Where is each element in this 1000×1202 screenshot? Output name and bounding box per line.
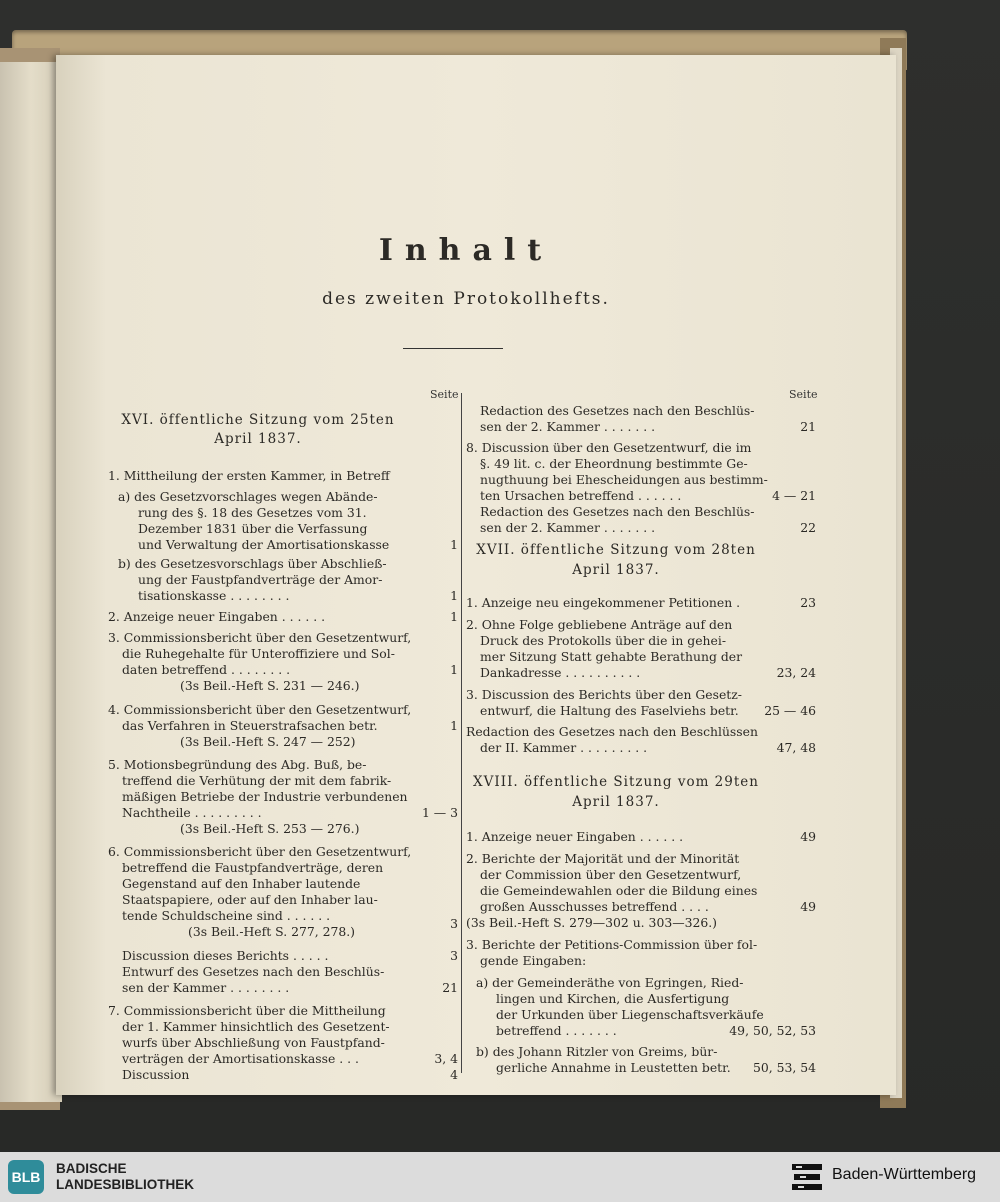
toc-item: Druck des Protokolls über die in gehei- [480,633,727,648]
toc-item: (3s Beil.-Heft S. 279—302 u. 303—326.) [466,915,718,930]
toc-item: Discussion [122,1067,190,1082]
page-number: 1 [450,609,458,624]
session-18-title: XVIII. öffentliche Sitzung vom 29ten [473,774,759,790]
toc-item: 3. Commissionsbericht über den Gesetzentwurf, [108,630,412,645]
page-number: 21 [442,980,458,995]
page-number: 3 [450,916,458,931]
toc-item: betreffend die Faustpfandverträge, deren [122,860,384,875]
toc-item: der Commission über den Gesetzentwurf, [480,867,742,882]
left-page [0,62,62,1102]
toc-item: 6. Commissionsbericht über den Gesetzentwurf, [108,844,412,859]
toc-item: tisationskasse . . . . . . . . [138,588,290,603]
baden-wuerttemberg-lions-icon [790,1160,824,1194]
document-page [56,55,896,1095]
page-number: 1 [450,537,458,552]
toc-item: Nachtheile . . . . . . . . . [122,805,262,820]
toc-item: der II. Kammer . . . . . . . . . [480,740,648,755]
toc-item: lingen und Kirchen, die Ausfertigung [496,991,730,1006]
toc-item: wurfs über Abschließung von Faustpfand- [122,1035,385,1050]
toc-item: §. 49 lit. c. der Eheordnung bestimmte Ge- [480,456,748,471]
toc-item: (3s Beil.-Heft S. 247 — 252) [180,734,356,749]
toc-item: die Gemeindewahlen oder die Bildung eines [480,883,758,898]
viewer-footer [0,1152,1000,1202]
toc-item: mer Sitzung Statt gehabte Berathung der [480,649,743,664]
toc-item: ten Ursachen betreffend . . . . . . [480,488,682,503]
page-number: 1 [450,588,458,603]
session-16-title: XVI. öffentliche Sitzung vom 25ten [121,412,395,428]
session-17-title: XVII. öffentliche Sitzung vom 28ten [476,542,756,558]
page-number: 50, 53, 54 [752,1060,816,1075]
seite-label-left: Seite [430,388,459,401]
toc-item: a) der Gemeinderäthe von Egringen, Ried- [476,975,744,990]
toc-item: Dankadresse . . . . . . . . . . [480,665,641,680]
session-18-date: April 1837. [572,794,660,810]
toc-item: die Ruhegehalte für Unteroffiziere und Sol- [122,646,395,661]
toc-item: (3s Beil.-Heft S. 253 — 276.) [180,821,360,836]
toc-item: (3s Beil.-Heft S. 277, 278.) [188,924,356,939]
blb-logo[interactable]: BLB [8,1160,44,1194]
toc-item: sen der Kammer . . . . . . . . [122,980,290,995]
toc-item: rung des §. 18 des Gesetzes vom 31. [138,505,367,520]
toc-item: Redaction des Gesetzes nach den Beschlüssen [466,724,758,739]
toc-item: sen der 2. Kammer . . . . . . . [480,520,656,535]
page-number: 21 [800,419,816,434]
toc-item: das Verfahren in Steuerstrafsachen betr. [122,718,378,733]
toc-item: der 1. Kammer hinsichtlich des Gesetzent- [122,1019,390,1034]
page-number: 23, 24 [776,665,816,680]
toc-item: mäßigen Betriebe der Industrie verbundenen [122,789,408,804]
toc-item: verträgen der Amortisationskasse . . . [122,1051,359,1066]
page-number: 23 [800,595,816,610]
toc-item: großen Ausschusses betreffend . . . . [480,899,709,914]
blb-name-line2: LANDESBIBLIOTHEK [56,1177,194,1192]
toc-item: (3s Beil.-Heft S. 231 — 246.) [180,678,360,693]
seite-label-right: Seite [789,388,818,401]
toc-item: Entwurf des Gesetzes nach den Beschlüs- [122,964,385,979]
page-number: 4 — 21 [772,488,816,503]
toc-item: und Verwaltung der Amortisationskasse [138,537,390,552]
blb-name[interactable] [56,1161,194,1193]
toc-item: 1. Mittheilung der ersten Kammer, in Betreff [108,468,390,483]
page-number: 49 [800,899,816,914]
page-number: 1 [450,718,458,733]
toc-item: Dezember 1831 über die Verfassung [138,521,368,536]
toc-item: Redaction des Gesetzes nach den Beschlüs- [480,504,755,519]
toc-item: entwurf, die Haltung des Faselviehs betr. [480,703,739,718]
toc-item: 2. Berichte der Majorität und der Minorität [466,851,740,866]
page-title: Inhalt [378,233,554,268]
toc-item: 2. Ohne Folge gebliebene Anträge auf den [466,617,733,632]
toc-item: 8. Discussion über den Gesetzentwurf, die im [466,440,752,455]
toc-item: 3. Berichte der Petitions-Commission über fol- [466,937,758,952]
toc-item: a) des Gesetzvorschlages wegen Abände- [118,489,378,504]
toc-item: gende Eingaben: [480,953,587,968]
toc-item: treffend die Verhütung der mit dem fabrik- [122,773,392,788]
toc-item: b) des Gesetzesvorschlags über Abschließ- [118,556,387,571]
toc-item: gerliche Annahme in Leustetten betr. [496,1060,731,1075]
page-number: 3, 4 [434,1051,458,1066]
blb-name-line1: BADISCHE [56,1161,127,1176]
title-rule [403,348,503,349]
toc-item: nugthuung bei Ehescheidungen aus bestimm- [480,472,768,487]
page-number: 3 [450,948,458,963]
toc-item: Gegenstand auf den Inhaber lautende [122,876,361,891]
toc-item: 7. Commissionsbericht über die Mittheilung [108,1003,386,1018]
toc-item: 2. Anzeige neuer Eingaben . . . . . . [108,609,326,624]
toc-item: 1. Anzeige neuer Eingaben . . . . . . [466,829,684,844]
toc-item: b) des Johann Ritzler von Greims, bür- [476,1044,718,1059]
toc-item: betreffend . . . . . . . [496,1023,617,1038]
page-number: 49 [800,829,816,844]
toc-item: tende Schuldscheine sind . . . . . . [122,908,331,923]
column-divider [461,393,462,1073]
toc-item: sen der 2. Kammer . . . . . . . [480,419,656,434]
toc-item: Redaction des Gesetzes nach den Beschlüs- [480,403,755,418]
session-16-date: April 1837. [214,431,302,447]
toc-item: der Urkunden über Liegenschaftsverkäufe [496,1007,764,1022]
page-subtitle: des zweiten Protokollhefts. [322,289,610,309]
page-number: 1 [450,662,458,677]
page-number: 1 — 3 [421,805,458,820]
toc-item: 3. Discussion des Berichts über den Gesetz- [466,687,742,702]
page-number: 47, 48 [776,740,816,755]
toc-item: ung der Faustpfandverträge der Amor- [138,572,383,587]
toc-item: 4. Commissionsbericht über den Gesetzentwurf, [108,702,412,717]
toc-item: 1. Anzeige neu eingekommener Petitionen . [466,595,741,610]
toc-item: daten betreffend . . . . . . . . [122,662,291,677]
baden-wuerttemberg-label[interactable]: Baden-Württemberg [832,1166,977,1183]
toc-item: Discussion dieses Berichts . . . . . [122,948,329,963]
page-number: 49, 50, 52, 53 [729,1023,816,1038]
page-number: 22 [800,520,816,535]
toc-item: 5. Motionsbegründung des Abg. Buß, be- [108,757,367,772]
toc-item: Staatspapiere, oder auf den Inhaber lau- [122,892,378,907]
session-17-date: April 1837. [572,562,660,578]
page-number: 4 [450,1067,458,1082]
page-number: 25 — 46 [764,703,816,718]
